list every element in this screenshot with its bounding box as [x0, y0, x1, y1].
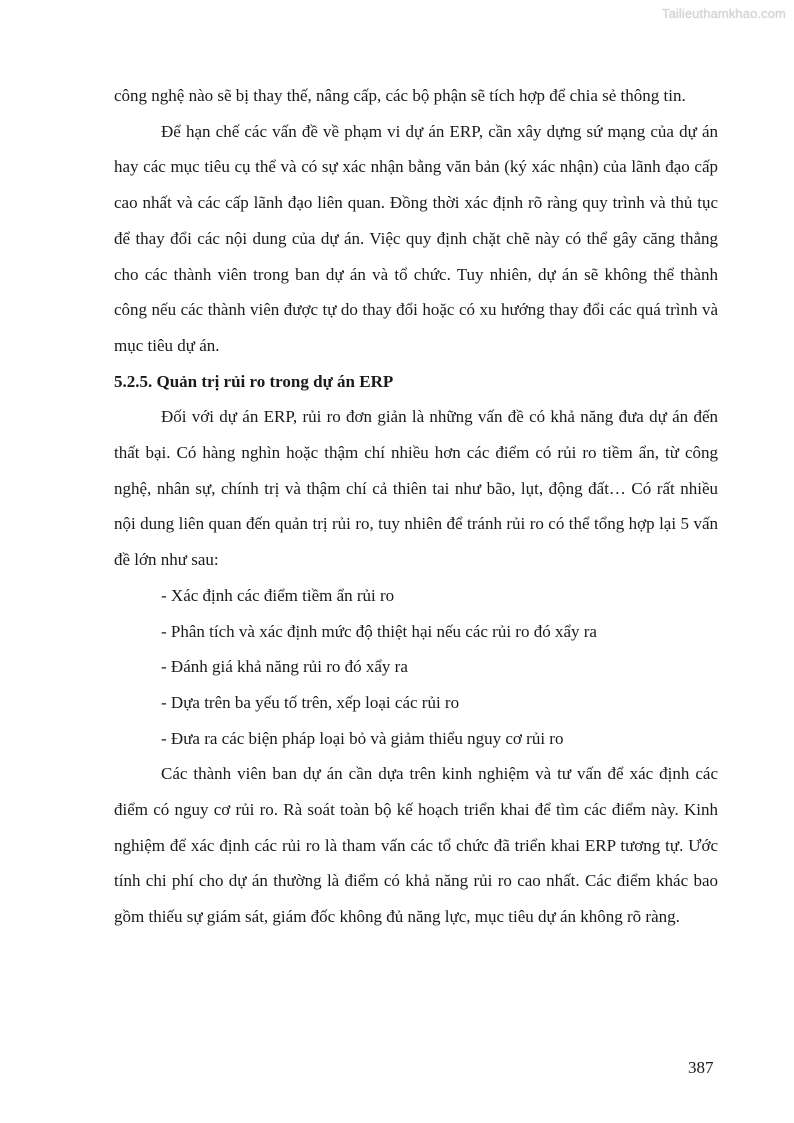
list-item: - Phân tích và xác định mức độ thiệt hại nếu các rủi ro đó xẩy ra [161, 621, 597, 641]
list-item: - Đánh giá khả năng rủi ro đó xẩy ra [161, 657, 408, 677]
paragraph-risk-intro: Đối với dự án ERP, rủi ro đơn giản là những vấn đề có khả năng đưa dự án đến thất bại. Có hàng nghìn hoặc thậm chí nhiều hơn các điểm có rủi ro tiềm ẩn, từ công nghệ, nhân sự, chính trị và thậm chí cả thiên tai như bão, lụt, động đất… Có rất nhiều nội dung liên quan đến quản trị rủi ro, tuy nhiên để tránh rủi ro có thể tổng hợp lại 5 vấn đề lớn như sau: [114, 407, 718, 570]
paragraph-scope: Để hạn chế các vấn đề về phạm vi dự án ERP, cần xây dựng sứ mạng của dự án hay các mục tiêu cụ thể và có sự xác nhận bằng văn bản (ký xác nhận) của lãnh đạo cấp cao nhất và các cấp lãnh đạo liên quan. Đồng thời xác định rõ ràng quy trình và thủ tục để thay đổi các nội dung của dự án. Việc quy định chặt chẽ này có thể gây căng thẳng cho các thành viên trong ban dự án và tổ chức. Tuy nhiên, dự án sẽ không thể thành công nếu các thành viên được tự do thay đổi hoặc có xu hướng thay đổi các quá trình và mục tiêu dự án. [114, 121, 718, 355]
section-heading: 5.2.5. Quản trị rủi ro trong dự án ERP [114, 371, 394, 391]
list-item: - Đưa ra các biện pháp loại bỏ và giảm thiểu nguy cơ rủi ro [161, 728, 564, 748]
paragraph-risk-members: Các thành viên ban dự án cần dựa trên kinh nghiệm và tư vấn để xác định các điểm có nguy cơ rủi ro. Rà soát toàn bộ kế hoạch triển khai để tìm các điểm này. Kinh nghiệm để xác định các rủi ro là tham vấn các tổ chức đã triển khai ERP tương tự. Ước tính chi phí cho dự án thường là điểm có khả năng rủi ro cao nhất. Các điểm khác bao gồm thiếu sự giám sát, giám đốc không đủ năng lực, mục tiêu dự án không rõ ràng. [114, 764, 718, 927]
page-number: 387 [688, 1058, 714, 1077]
list-item: - Dựa trên ba yếu tố trên, xếp loại các rủi ro [161, 692, 460, 712]
watermark: Tailieuthamkhao.com [661, 6, 786, 21]
document-body [114, 78, 718, 935]
list-item: - Xác định các điểm tiềm ẩn rủi ro [161, 585, 395, 605]
paragraph-continuation: công nghệ nào sẽ bị thay thế, nâng cấp, các bộ phận sẽ tích hợp để chia sẻ thông tin. [114, 86, 686, 105]
